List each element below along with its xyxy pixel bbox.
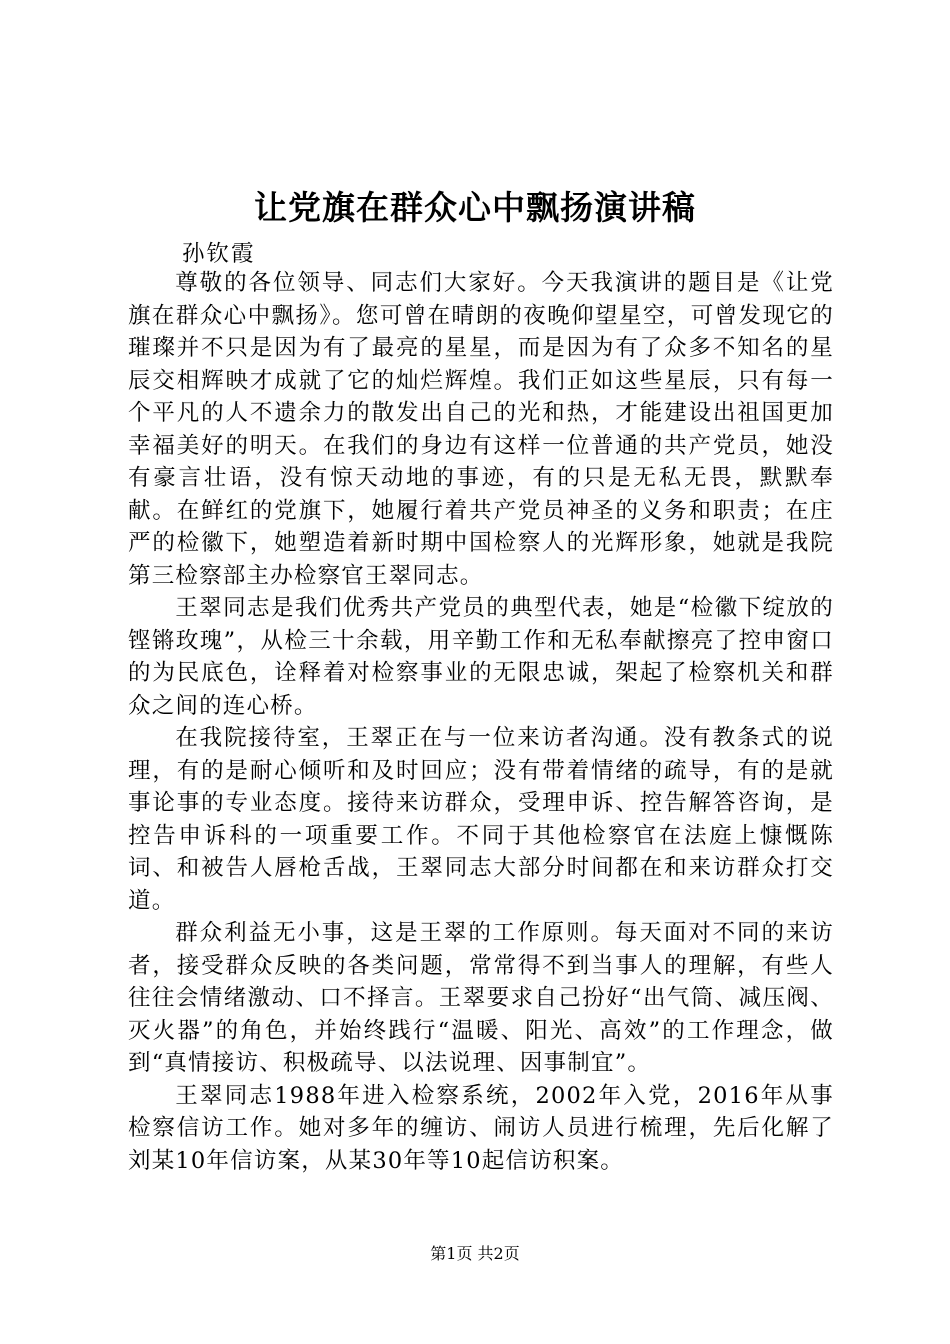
paragraph: 尊敬的各位领导、同志们大家好。今天我演讲的题目是《让党旗在群众心中飘扬》。您可曾在晴朗的夜晚仰望星空，可曾发现它的璀璨并不只是因为有了最亮的星星，而是因为有了众多不知名的星辰交相辉映才成就了它的灿烂辉煌。我们正如这些星辰，只有每一个平凡的人不遗余力的散发出自己的光和热，才能建设出祖国更加幸福美好的明天。在我们的身边有这样一位普通的共产党员，她没有豪言壮语，没有惊天动地的事迹，有的只是无私无畏，默默奉献。在鲜红的党旗下，她履行着共产党员神圣的义务和职责；在庄严的检徽下，她塑造着新时期中国检察人的光辉形象，她就是我院第三检察部主办检察官王翠同志。 [128,270,834,589]
paragraph: 群众利益无小事，这是王翠的工作原则。每天面对不同的来访者，接受群众反映的各类问题，常常得不到当事人的理解，有些人往往会情绪激动、口不择言。王翠要求自己扮好“出气筒、减压阀、灭火器”的角色，并始终践行“温暖、阳光、高效”的工作理念，做到“真情接访、积极疏导、以法说理、因事制宜”。 [128,920,834,1076]
paragraph: 在我院接待室，王翠正在与一位来访者沟通。没有教条式的说理，有的是耐心倾听和及时回应；没有带着情绪的疏导，有的是就事论事的专业态度。接待来访群众，受理申诉、控告解答咨询，是控告申诉科的一项重要工作。不同于其他检察官在法庭上慷慨陈词、和被告人唇枪舌战，王翠同志大部分时间都在和来访群众打交道。 [128,725,834,914]
document-body [128,267,834,1177]
paragraph: 王翠同志是我们优秀共产党员的典型代表，她是“检徽下绽放的铿锵玫瑰”，从检三十余载，用辛勤工作和无私奉献擦亮了控申窗口的为民底色，诠释着对检察事业的无限忠诚，架起了检察机关和群众之间的连心桥。 [128,595,834,719]
paragraph: 王翠同志1988年进入检察系统，2002年入党，2016年从事检察信访工作。她对多年的缠访、闹访人员进行梳理，先后化解了刘某10年信访案，从某30年等10起信访积案。 [128,1082,834,1174]
document-title: 让党旗在群众心中飘扬演讲稿 [254,188,696,227]
page-number-footer: 第1页 共2页 [430,1244,520,1263]
author-name: 孙钦霞 [182,241,256,267]
